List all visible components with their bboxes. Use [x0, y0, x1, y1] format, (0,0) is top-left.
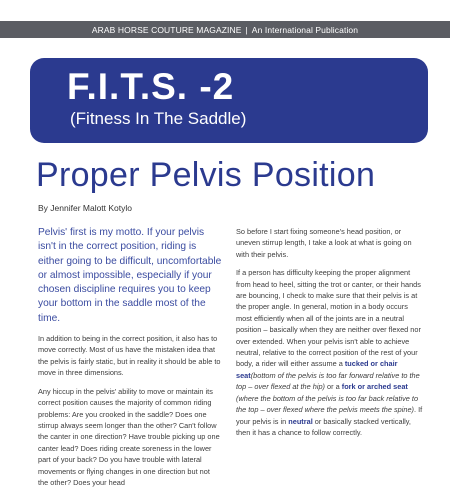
article-byline: By Jennifer Malott Kotylo — [38, 203, 133, 213]
body-paragraph: So before I start fixing someone's head position, or uneven stirrup length, I take a look at what is going on with their pelvis. — [236, 227, 412, 259]
body-text: or basically stacked vertically, then it has a chance to follow correctly. — [236, 416, 411, 437]
body-paragraph: In addition to being in the correct position, it also has to move correctly. Most of us have the mistaken idea that the pelvis is fairly static, but in reality it should be able to move in three dimensions. — [38, 334, 221, 378]
intro-paragraph: Pelvis' first is my motto. If your pelvis isn't in the correct position, riding is either going to be difficult, uncomfortable or almost impossible, especially if your chosen discipline requires you to keep your bottom in the saddle most of the time. — [38, 227, 222, 324]
series-title: F.I.T.S. -2 — [67, 66, 235, 107]
series-subtitle: (Fitness In The Saddle) — [70, 109, 247, 128]
body-paragraph: Any hiccup in the pelvis' ability to move or maintain its correct position causes the majority of common riding problems: Are you crooked in the saddle? Does one stirrup always seem longer than the other? Can't follow the canter in one direction? Have trouble picking up one canter lead? Does riding create soreness in the lower part of your back? Do you have trouble with lateral movements or flying changes in one direction but not the other? Does your head — [38, 386, 220, 487]
magazine-name: ARAB HORSE COUTURE MAGAZINE — [91, 24, 242, 35]
masthead-separator: | — [245, 24, 248, 35]
italic-note: (where the bottom of the pelvis is too far back relative to the top – over flexed where the pelvis meets the spine) — [236, 393, 419, 415]
body-text: If a person has difficulty keeping the proper alignment from head to heel, sitting the trot or canter, or their hands are bouncing, I check to make sure that their pelvis is at the proper angle. In general, motion in a body occurs most efficiently when all of the joints are in a neutral position – basically when they are neither over flexed nor over extended. When your pelvis isn't able to achieve neutral, relative to the correct position of the rest of your body, a rider will either assume a — [236, 268, 421, 369]
publication-tagline: An International Publication — [251, 24, 359, 35]
series-banner — [30, 58, 428, 143]
body-text: . If your pelvis is in — [236, 405, 423, 426]
highlight-term: tucked or chair seat — [236, 359, 398, 380]
left-column — [38, 226, 222, 495]
masthead-bar — [0, 21, 450, 38]
article-headline: Proper Pelvis Position — [36, 156, 376, 194]
highlight-term: fork or arched seat — [341, 382, 408, 392]
body-paragraph — [236, 267, 424, 438]
right-column — [236, 226, 424, 445]
body-text: or a — [325, 382, 342, 392]
italic-note: (bottom of the pelvis is too far forward relative to the top – over flexed at the hip) — [236, 370, 420, 392]
highlight-term: neutral — [288, 416, 313, 426]
